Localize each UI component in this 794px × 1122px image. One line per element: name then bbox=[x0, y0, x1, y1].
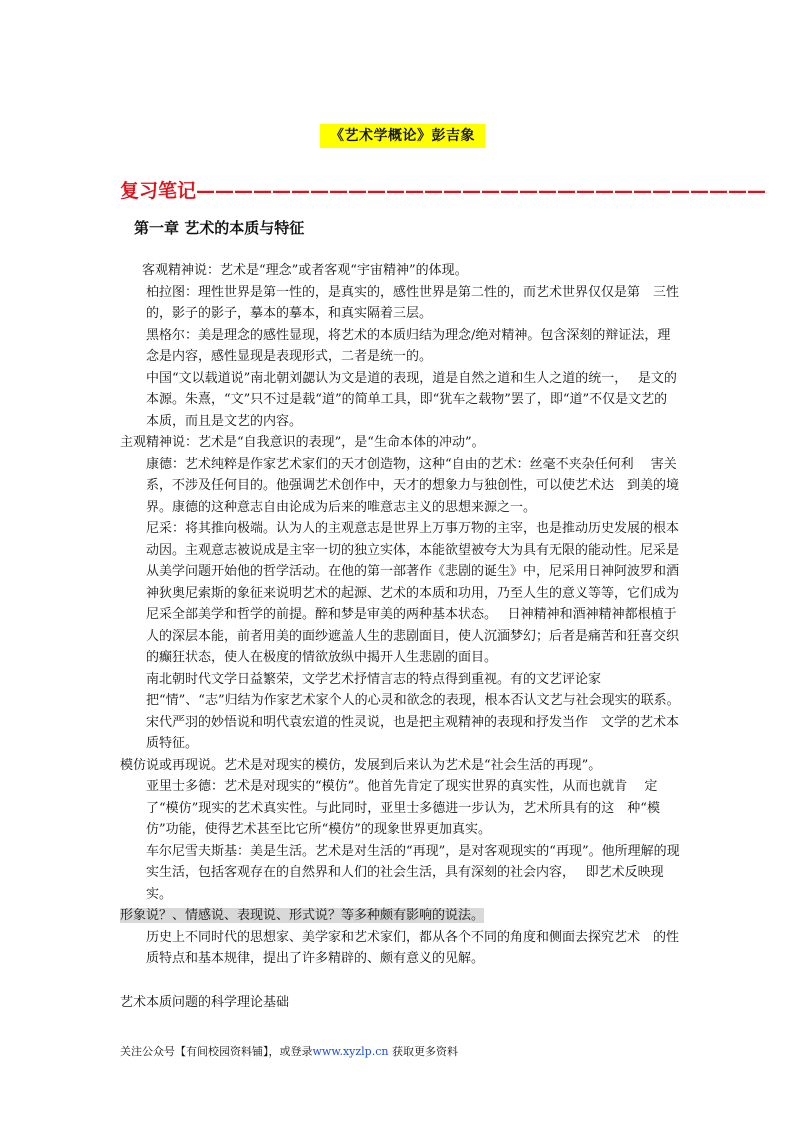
paragraph-plato: 柏拉图：理性世界是第一性的，是真实的，感性世界是第二性的，而艺术世界仅仅是第 三性的，影子的影子，摹本的摹本，和真实隔着三层。 bbox=[146, 284, 680, 321]
paragraph-southern-northern-dynasties: 南北朝时代文学日益繁荣，文学艺术抒情言志的特点得到重视。有的文艺评论家把“情”、“志”归结为作家艺术家个人的心灵和欲念的表现，根本否认文艺与社会现实的联系。宋代严羽的妙悟说和明代袁宏道的性灵说，也是把主观精神的表现和抒发当作 文学的艺术本质特征。 bbox=[146, 671, 680, 751]
paragraph-other-theories: 形象说？、情感说、表现说、形式说？等多种颇有影响的说法。 bbox=[120, 908, 485, 923]
footer-suffix: 获取更多资料 bbox=[388, 1045, 458, 1058]
chapter-title: 第一章 艺术的本质与特征 bbox=[134, 219, 305, 237]
paragraph-imitation-theory: 模仿说或再现说。艺术是对现实的模仿，发展到后来认为艺术是“社会生活的再现”。 bbox=[120, 757, 602, 773]
spacer bbox=[120, 970, 680, 992]
paragraph-scientific-basis: 艺术本质问题的科学理论基础 bbox=[120, 994, 290, 1010]
review-notes-heading: 复习笔记—————————————————————————————— bbox=[120, 180, 767, 202]
paragraph-history-summary: 历史上不同时代的思想家、美学家和艺术家们，都从各个不同的角度和侧面去探究艺术 的性质特点和基本规律，提出了许多精辟的、颇有意义的见解。 bbox=[146, 929, 680, 966]
paragraph-hegel: 黑格尔：美是理念的感性显现，将艺术的本质归结为理念/绝对精神。包含深刻的辩证法，理念是内容，感性显现是表现形式，二者是统一的。 bbox=[146, 327, 671, 364]
paragraph-aristotle: 亚里士多德：艺术是对现实的“模仿”。他首先肯定了现实世界的真实性，从而也就肯 定了“模仿”现实的艺术真实性。与此同时，亚里士多德进一步认为，艺术所具有的这 种“模仿”功能，使得艺术甚至比它所“模仿”的现象世界更加真实。 bbox=[146, 779, 660, 837]
footer-link[interactable]: www.xyzlp.cn bbox=[312, 1045, 389, 1058]
footer-text: 关注公众号【有间校园资料铺】，或登录 bbox=[120, 1045, 313, 1058]
paragraph-kant: 康德：艺术纯粹是作家艺术家们的天才创造物，这种“自由的艺术：丝毫不夹杂任何利 害关系，不涉及任何目的。他强调艺术创作中，天才的想象力与独创性，可以使艺术达 到美的境界。康德的这种意志自由论成为后来的唯意志主义的思想来源之一。 bbox=[146, 456, 680, 515]
paragraph-objective-spirit: 客观精神说：艺术是“理念”或者客观“宇宙精神”的体现。 bbox=[142, 263, 468, 278]
footer bbox=[120, 1044, 458, 1060]
paragraph-chernyshevsky: 车尔尼雪夫斯基：美是生活。艺术是对生活的“再现”，是对客观现实的“再现”。他所理解的现实生活，包括客观存在的自然界和人们的社会生活，具有深刻的社会内容， 即艺术反映现实。 bbox=[146, 843, 680, 902]
document-title: 《艺术学概论》彭吉象 bbox=[320, 124, 485, 148]
paragraph-nietzsche: 尼采：将其推向极端。认为人的主观意志是世界上万事万物的主宰，也是推动历史发展的根本动因。主观意志被说成是主宰一切的独立实体，本能欲望被夸大为具有无限的能动性。尼采是从美学问题开始他的哲学活动。在他的第一部著作《悲剧的诞生》中，尼采用日神阿波罗和酒神狄奥尼索斯的象征来说明艺术的起源、艺术的本质和功用，乃至人生的意义等等，它们成为尼采全部美学和哲学的前提。醉和梦是审美的两种基本状态。 日神精神和酒神精神都根植于人的深层本能，前者用美的面纱遮盖人生的悲剧面目，使人沉湎梦幻；后者是痛苦和狂喜交织的癫狂状态，使人在极度的情欲放纵中揭开人生悲剧的面目。 bbox=[146, 521, 680, 665]
paragraph-chinese-wen-yi-zai-dao: 中国“文以载道说”南北朝刘勰认为文是道的表现，道是自然之道和生人之道的统一， 是文的本源。朱熹，“文”只不过是载“道”的简单工具，即“犹车之载物”罢了，即“道”不仅是文艺的本质，而且是文艺的内容。 bbox=[146, 370, 677, 429]
paragraph-subjective-spirit: 主观精神说：艺术是“自我意识的表现”，是“生命本体的冲动”。 bbox=[120, 435, 485, 450]
body-text bbox=[120, 260, 680, 1013]
